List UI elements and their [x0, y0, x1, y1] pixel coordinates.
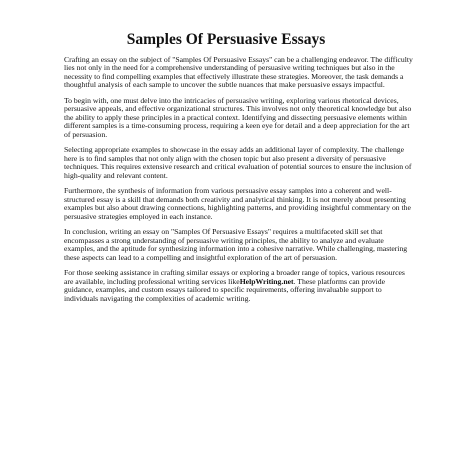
paragraph-selecting: Selecting appropriate examples to showcase in the essay adds an additional layer of complexity. The challenge here is to find samples that not only align with the chosen topic but also present a diversity of persuasive techniques. This requires extensive research and critical evaluation of potential sources to ensure the inclusion of high-quality and relevant content. — [64, 145, 412, 180]
paragraph-begin: To begin with, one must delve into the intricacies of persuasive writing, exploring various rhetorical devices, persuasive appeals, and effective organizational structures. This involves not only theoretical knowledge but also the ability to apply these principles in a practical context. Identifying and dissecting persuasive elements within different samples is a time-consuming process, requiring a keen eye for detail and a deep appreciation for the art of persuasion. — [64, 96, 412, 139]
resources-text-after: . These platforms can provide guidance, examples, and custom essays tailored to specific requirements, offering invaluable support to individuals navigating the complexities of academic writing. — [64, 276, 386, 303]
paragraph-furthermore: Furthermore, the synthesis of information from various persuasive essay samples into a coherent and well-structured essay is a skill that demands both creativity and analytical thinking. It is not merely about presenting examples but also about drawing connections, highlighting patterns, and providing insightful commentary on the persuasive strategies employed in each instance. — [64, 186, 411, 221]
document-body — [64, 56, 416, 311]
helpwriting-brand: HelpWriting.net — [239, 276, 294, 286]
paragraph-resources — [64, 269, 416, 303]
document-title: Samples Of Persuasive Essays — [126, 31, 326, 48]
resources-text-before: For those seeking assistance in crafting similar essays or exploring a broader range of topics, various resources are available, including professional writing services like — [64, 268, 405, 286]
paragraph-conclusion: In conclusion, writing an essay on "Samples Of Persuasive Essays" requires a multifaceted skill set that encompasses a strong understanding of persuasive writing principles, the ability to analyze and evaluate examples, and the aptitude for synthesizing information into a cohesive narrative. While challenging, mastering these aspects can lead to a compelling and insightful exploration of the art of persuasion. — [64, 227, 408, 262]
paragraph-intro: Crafting an essay on the subject of "Samples Of Persuasive Essays" can be a challenging endeavor. The difficulty lies not only in the need for a comprehensive understanding of persuasive writing techniques but also in the necessity to find compelling examples that effectively illustrate these strategies. Moreover, the task demands a thoughtful analysis of each sample to uncover the subtle nuances that make persuasive essays impactful. — [64, 55, 413, 90]
